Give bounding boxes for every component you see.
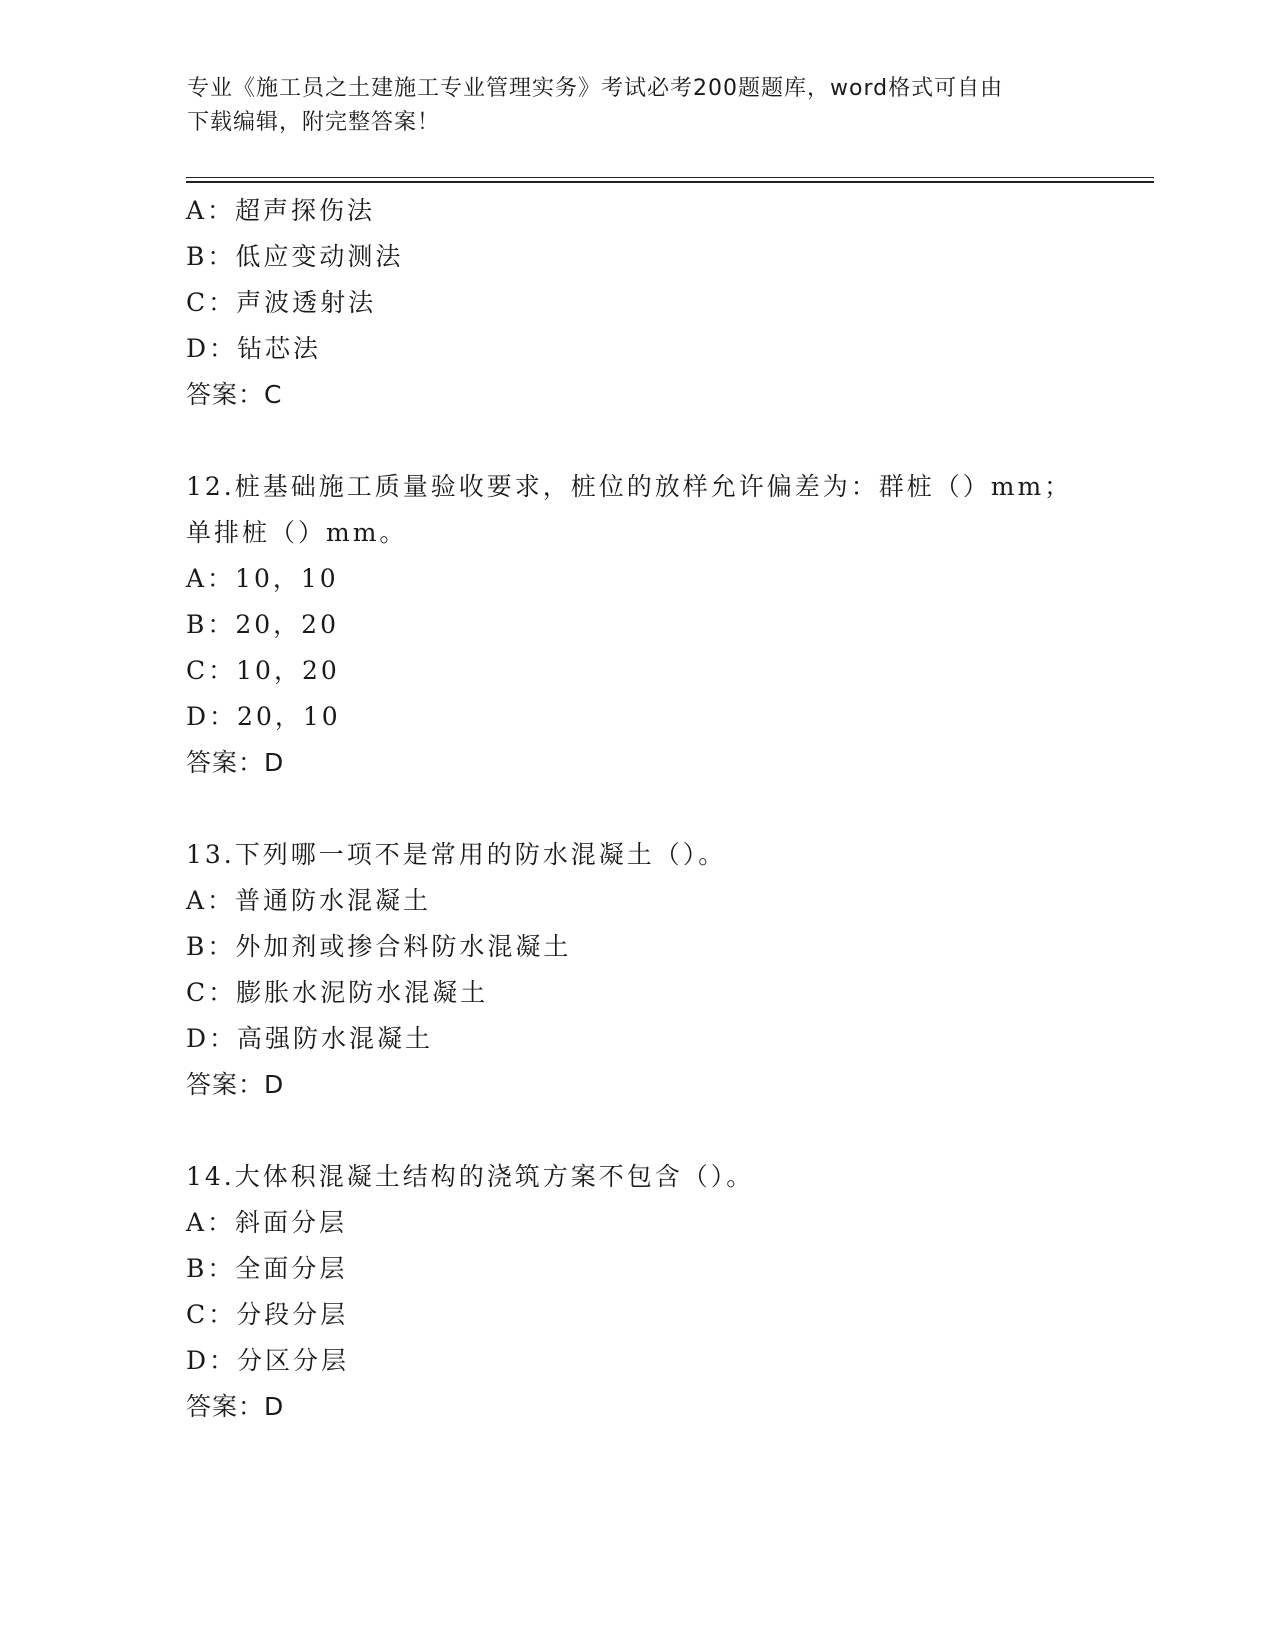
- option-b: B：低应变动测法: [186, 242, 404, 271]
- answer-line: 答案：D: [186, 748, 285, 777]
- question-content: [186, 188, 1146, 1430]
- question-block-12: [186, 464, 1146, 786]
- option-d: D：20，10: [186, 702, 341, 731]
- spacer: [186, 1108, 1146, 1154]
- option-d: D：分区分层: [186, 1346, 350, 1375]
- question-stem-line-2: 单排桩（）mm。: [186, 518, 408, 547]
- option-d: D：钻芯法: [186, 334, 322, 363]
- option-b: B：20，20: [186, 610, 339, 639]
- option-b: B：外加剂或掺合料防水混凝土: [186, 932, 572, 961]
- question-block-14: [186, 1154, 1146, 1430]
- option-c: C：分段分层: [186, 1300, 349, 1329]
- question-block-prev: [186, 188, 1146, 418]
- option-a: A：10，10: [186, 564, 339, 593]
- header-line-1: 专业《施工员之土建施工专业管理实务》考试必考200题题库，word格式可自由: [187, 76, 1004, 101]
- question-stem: 13.下列哪一项不是常用的防水混凝土（）。: [186, 840, 727, 869]
- document-header: [187, 72, 1087, 140]
- answer-line: 答案：D: [186, 1392, 285, 1421]
- option-a: A：超声探伤法: [186, 196, 376, 225]
- option-c: C：膨胀水泥防水混凝土: [186, 978, 489, 1007]
- spacer: [186, 418, 1146, 464]
- option-d: D：高强防水混凝土: [186, 1024, 434, 1053]
- header-divider-thick: [186, 181, 1154, 183]
- question-stem-line-1: 12.桩基础施工质量验收要求，桩位的放样允许偏差为：群桩（）mm；: [186, 472, 1073, 501]
- option-c: C：10，20: [186, 656, 340, 685]
- spacer: [186, 786, 1146, 832]
- option-a: A：普通防水混凝土: [186, 886, 432, 915]
- option-c: C：声波透射法: [186, 288, 377, 317]
- header-divider-thin: [186, 177, 1154, 178]
- option-b: B：全面分层: [186, 1254, 348, 1283]
- answer-line: 答案：C: [186, 380, 283, 409]
- answer-line: 答案：D: [186, 1070, 285, 1099]
- option-a: A：斜面分层: [186, 1208, 348, 1237]
- question-block-13: [186, 832, 1146, 1108]
- question-stem: 14.大体积混凝土结构的浇筑方案不包含（）。: [186, 1162, 755, 1191]
- header-line-2: 下载编辑，附完整答案！: [187, 110, 441, 135]
